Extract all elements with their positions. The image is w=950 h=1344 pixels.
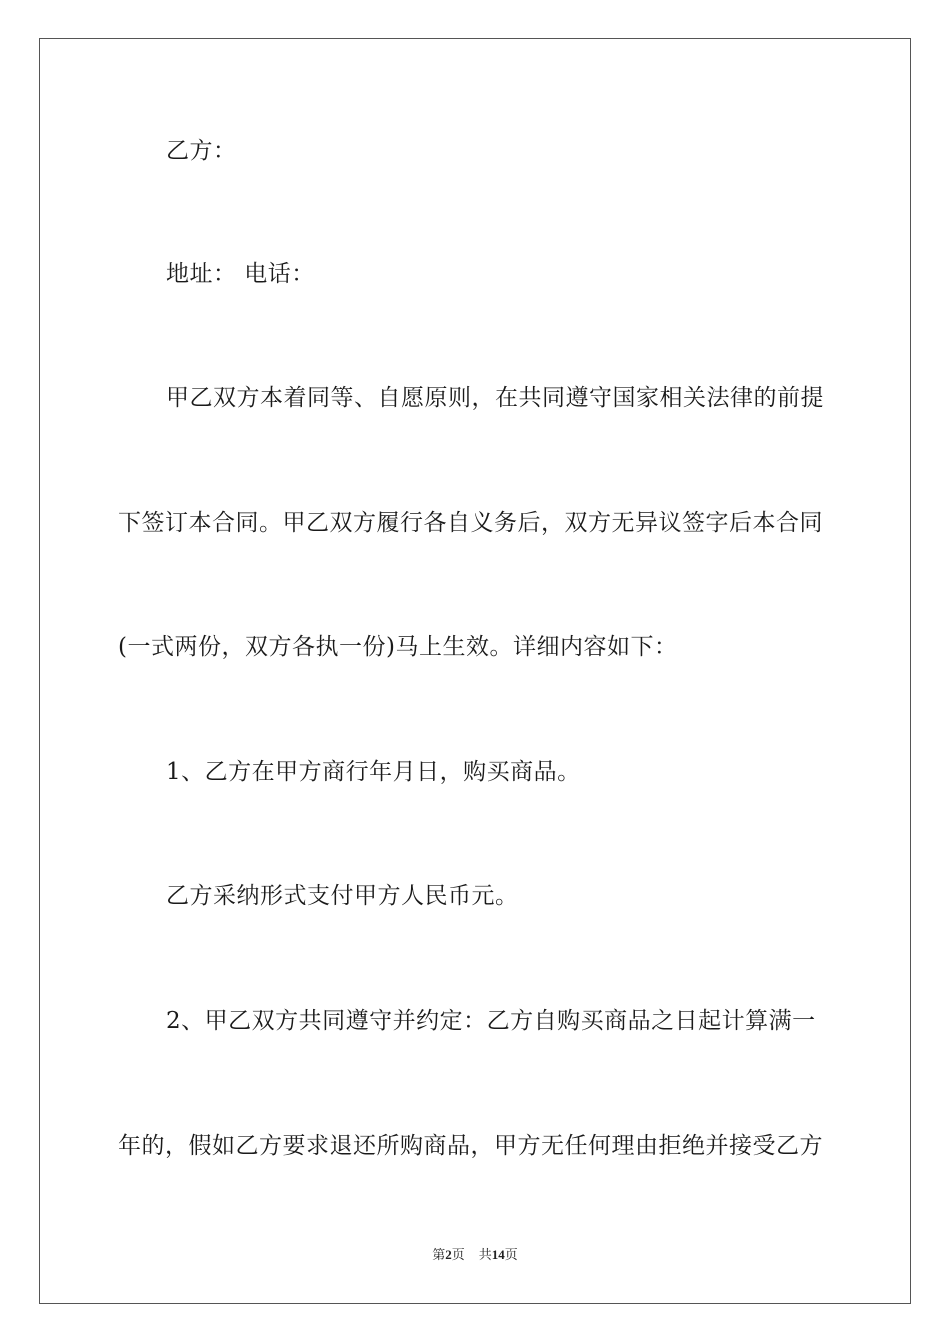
paragraph-line: 年的，假如乙方要求退还所购商品，甲方无任何理由拒绝并接受乙方 [118, 1133, 823, 1159]
paragraph-line: 下签订本合同。甲乙双方履行各自义务后，双方无异议签字后本合同 [118, 510, 823, 536]
party-b-label: 乙方： [166, 138, 237, 164]
clause-2-line: 2、甲乙双方共同遵守并约定：乙方自购买商品之日起计算满一 [166, 1008, 816, 1034]
total-pages: 14 [491, 1247, 505, 1262]
paragraph-line: (一式两份，双方各执一份)马上生效。详细内容如下： [118, 634, 678, 660]
paragraph-line: 乙方采纳形式支付甲方人民币元。 [166, 883, 519, 909]
page-suffix: 页 [451, 1247, 465, 1262]
page-footer [0, 1246, 950, 1264]
paragraph-line: 甲乙双方本着同等、自愿原则，在共同遵守国家相关法律的前提 [166, 385, 824, 411]
address-phone-line: 地址： 电话： [166, 261, 315, 287]
page-border [39, 38, 911, 1304]
clause-1-line: 1、乙方在甲方商行年月日，购买商品。 [166, 759, 581, 785]
total-suffix: 页 [504, 1247, 518, 1262]
total-prefix: 共 [478, 1247, 492, 1262]
page-prefix: 第 [432, 1247, 446, 1262]
page-number: 2 [445, 1247, 452, 1262]
